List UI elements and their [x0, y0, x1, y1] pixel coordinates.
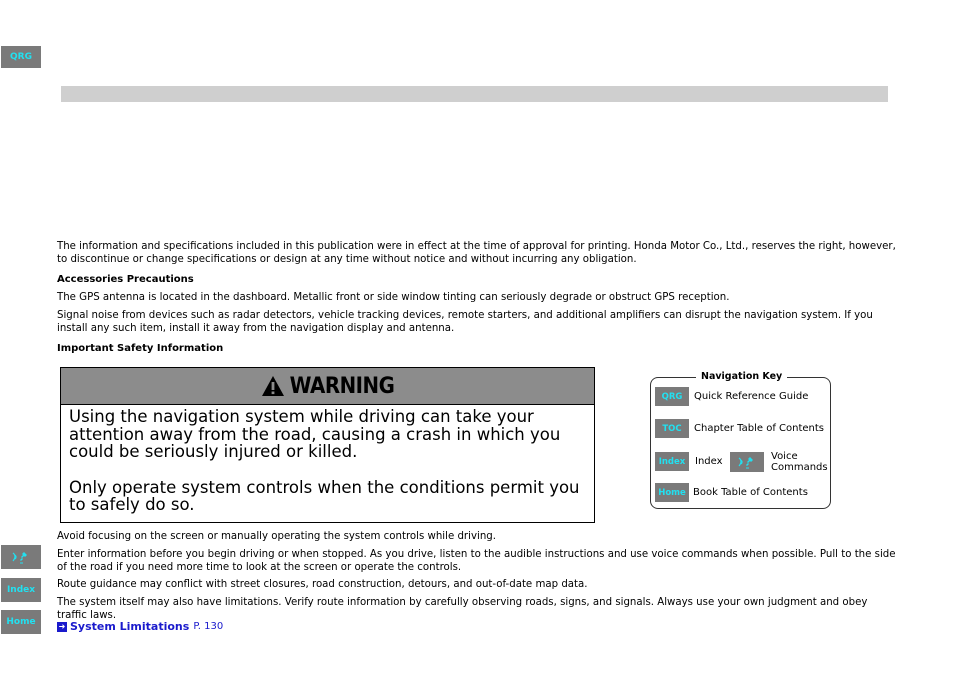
warning-text-2: Only operate system controls when the conditions permit you to safely do so.: [69, 477, 580, 514]
arrow-icon: ➜: [58, 622, 66, 631]
warning-body: [61, 405, 594, 514]
key-voice-badge: [730, 452, 764, 472]
warning-text-1: Using the navigation system while driving can take your attention away from the road, causing a crash in which you could be seriously injured or killed.: [69, 407, 561, 461]
qrg-tab[interactable]: QRG: [1, 46, 41, 68]
header-bar: [61, 86, 888, 102]
voice-command-icon: [738, 454, 756, 470]
safety-heading: Important Safety Information: [57, 343, 224, 354]
key-index-label: Index: [695, 456, 723, 467]
warning-triangle-icon: [261, 375, 285, 397]
voice-command-icon: [12, 549, 30, 565]
key-toc-label: Chapter Table of Contents: [694, 423, 824, 434]
link-page: P. 130: [193, 621, 224, 632]
accessories-heading: Accessories Precautions: [57, 274, 194, 285]
key-voice-label-line1: Voice: [771, 451, 798, 462]
key-home-badge: Home: [655, 483, 689, 502]
body-paragraph-1: Avoid focusing on the screen or manually operating the system controls while driving.: [57, 531, 496, 542]
warning-header: [61, 368, 594, 405]
intro-paragraph: The information and specifications included in this publication were in effect at the time of approval for printing. Honda Motor Co., Ltd., reserves the right, however, to discontinue or change specifications or design at any time without notice and without incurring any obligation.: [57, 241, 896, 265]
navigation-key-title: Navigation Key: [696, 371, 787, 382]
link-label: System Limitations: [70, 620, 190, 633]
key-qrg-label: Quick Reference Guide: [694, 391, 809, 402]
voice-command-tab[interactable]: [1, 545, 41, 569]
body-paragraph-3: Route guidance may conflict with street closures, road construction, detours, and out-of-date map data.: [57, 579, 588, 590]
gps-antenna-paragraph: The GPS antenna is located in the dashboard. Metallic front or side window tinting can seriously degrade or obstruct GPS reception.: [57, 292, 730, 303]
key-voice-label: [771, 451, 828, 473]
key-voice-label-line2: Commands: [771, 462, 828, 473]
signal-noise-paragraph: Signal noise from devices such as radar detectors, vehicle tracking devices, remote starters, and additional amplifiers can disrupt the navigation system. If you install any such item, install it away from the navigation display and antenna.: [57, 310, 873, 334]
body-paragraph-2: Enter information before you begin driving or when stopped. As you drive, listen to the audible instructions and use voice commands when possible. Pull to the side of the road if you need more time to look at the screen or operate the controls.: [57, 549, 896, 573]
body-paragraph-4: The system itself may also have limitations. Verify route information by carefully observing roads, signs, and signals. Always use your own judgment and obey traffic laws.: [57, 597, 868, 621]
key-qrg-badge: QRG: [655, 387, 689, 406]
key-home-label: Book Table of Contents: [693, 487, 808, 498]
index-tab[interactable]: Index: [1, 578, 41, 602]
warning-title: WARNING: [289, 373, 395, 399]
key-index-badge: Index: [655, 452, 689, 471]
warning-box: [60, 367, 595, 523]
home-tab[interactable]: Home: [1, 610, 41, 634]
key-toc-badge: TOC: [655, 419, 689, 438]
system-limitations-link[interactable]: [57, 620, 223, 633]
